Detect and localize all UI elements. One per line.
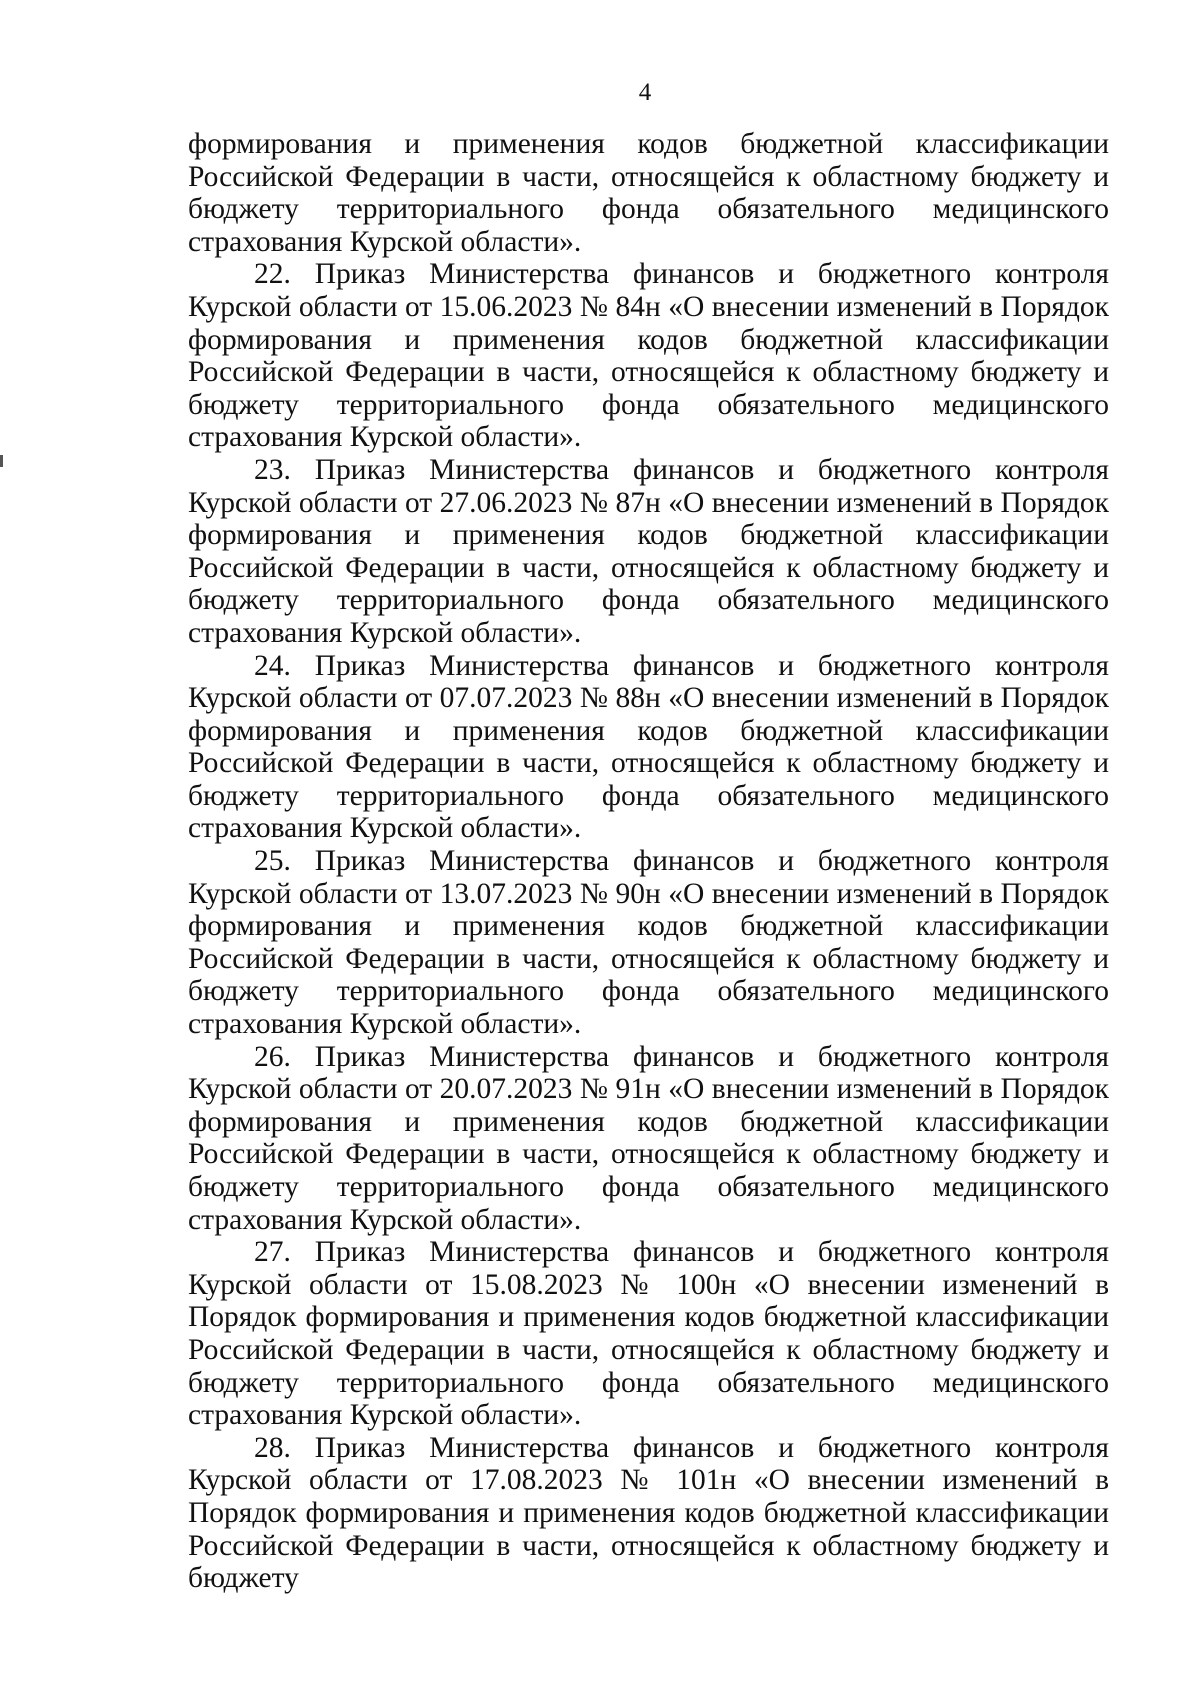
document-body [188,128,1109,1595]
list-item-22: 22. Приказ Министерства финансов и бюджетного контроля Курской области от 15.06.2023 № 84н «О внесении изменений в Порядок формирования и применения кодов бюджетной классификации Российской Федерации в части, относящейся к областному бюджету и бюджету территориального фонда обязательного медицинского страхования Курской области». [188,258,1109,454]
list-item-23: 23. Приказ Министерства финансов и бюджетного контроля Курской области от 27.06.2023 № 87н «О внесении изменений в Порядок формирования и применения кодов бюджетной классификации Российской Федерации в части, относящейся к областному бюджету и бюджету территориального фонда обязательного медицинского страхования Курской области». [188,453,1109,649]
list-item-27: 27. Приказ Министерства финансов и бюджетного контроля Курской области от 15.08.2023 № 100н «О внесении изменений в Порядок формирования и применения кодов бюджетной классификации Российской Федерации в части, относящейся к областному бюджету и бюджету территориального фонда обязательного медицинского страхования Курской области». [188,1236,1109,1432]
list-item-24: 24. Приказ Министерства финансов и бюджетного контроля Курской области от 07.07.2023 № 88н «О внесении изменений в Порядок формирования и применения кодов бюджетной классификации Российской Федерации в части, относящейся к областному бюджету и бюджету территориального фонда обязательного медицинского страхования Курской области». [188,649,1109,845]
page-number: 4 [638,79,652,106]
scan-margin-mark [0,455,3,467]
list-item-25: 25. Приказ Министерства финансов и бюджетного контроля Курской области от 13.07.2023 № 90н «О внесении изменений в Порядок формирования и применения кодов бюджетной классификации Российской Федерации в части, относящейся к областному бюджету и бюджету территориального фонда обязательного медицинского страхования Курской области». [188,845,1109,1041]
list-item-28: 28. Приказ Министерства финансов и бюджетного контроля Курской области от 17.08.2023 № 101н «О внесении изменений в Порядок формирования и применения кодов бюджетной классификации Российской Федерации в части, относящейся к областному бюджету и бюджету [188,1431,1109,1595]
intro-continuation-paragraph: формирования и применения кодов бюджетной классификации Российской Федерации в части, относящейся к областному бюджету и бюджету территориального фонда обязательного медицинского страхования Курской области». [188,128,1109,258]
list-item-26: 26. Приказ Министерства финансов и бюджетного контроля Курской области от 20.07.2023 № 91н «О внесении изменений в Порядок формирования и применения кодов бюджетной классификации Российской Федерации в части, относящейся к областному бюджету и бюджету территориального фонда обязательного медицинского страхования Курской области». [188,1040,1109,1236]
